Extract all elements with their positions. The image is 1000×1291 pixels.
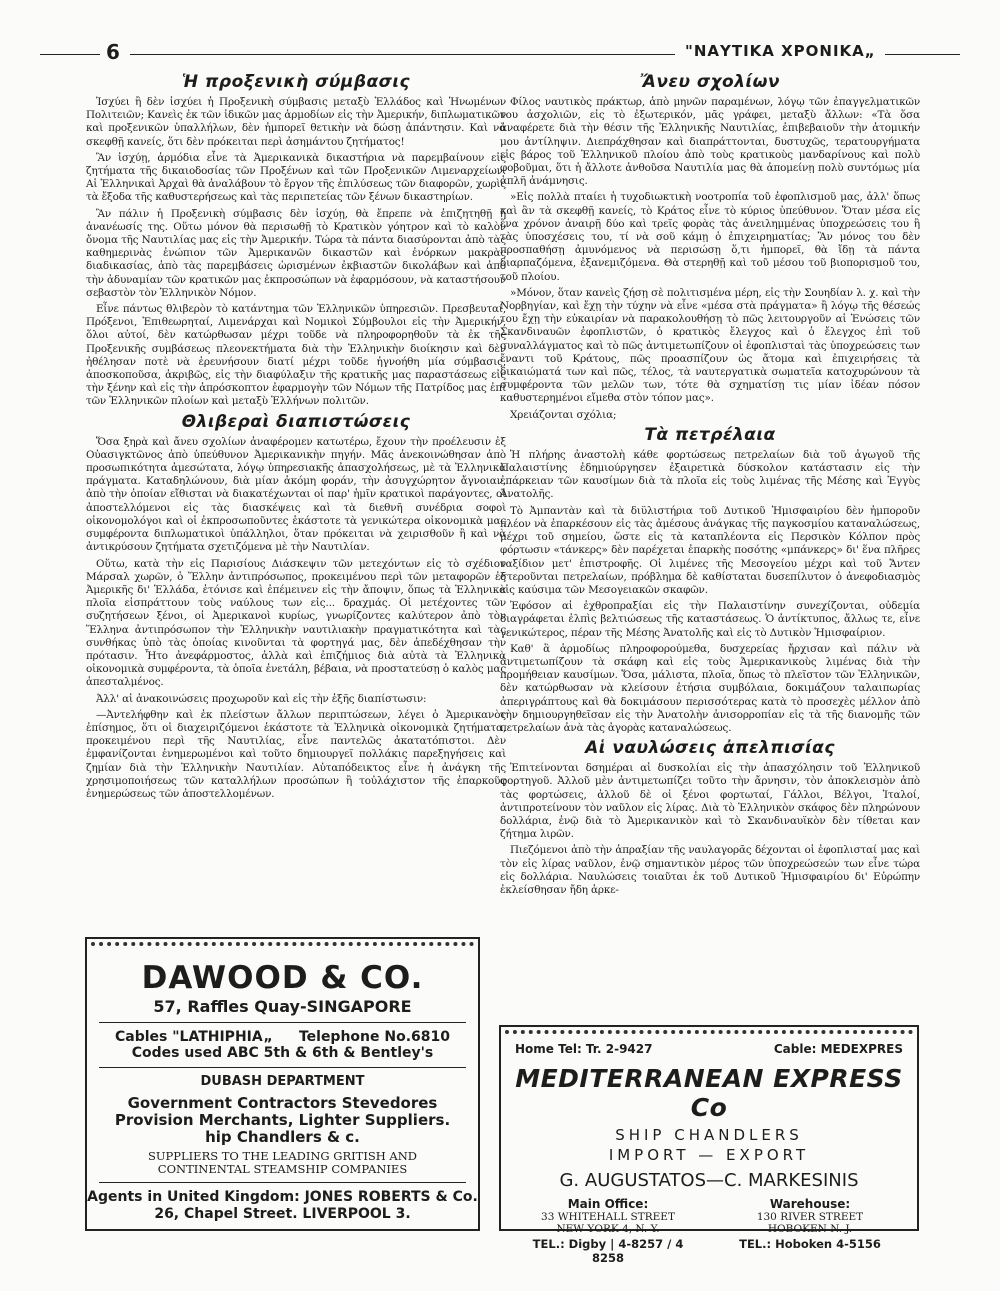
main-office-tel: TEL.: Digby | 4-8257 / 4 8258 bbox=[532, 1237, 684, 1265]
paragraph: Ἐπιτείνονται δσημέραι αἱ δυσκολίαι εἰς τὴν ἀπασχόλησιν τοῦ Ἑλληνικοῦ φορτηγοῦ. Ἀλλοῦ μὲν ἀντιμετωπίζει τοῦτο τὴν ἄρνησιν, τὸν ἀποκλεισμὸν ἀπὸ τὰς φορτώσεις, ἀλλοῦ δὲ οἱ ξένοι φορτωταί, Γάλλοι, Βέλγοι, Ἰταλοί, ἀντιπροτείνουν τὸν ναῦλον εἰς λίρας. Διὰ τὸ Ἑλληνικὸν σκάφος δὲν πληρώνουν δολλάρια, ἐνῷ διὰ τὸ Ἀμερικανικὸν καὶ τὸ Σκανδιναυϊκὸν δὲν τίθεται καν ζήτημα λιρῶν. bbox=[500, 762, 920, 841]
mediterranean-import: IMPORT — EXPORT bbox=[608, 1146, 810, 1164]
paragraph: Τὸ Ἀμπαντὰν καὶ τὰ διϋλιστήρια τοῦ Δυτικοῦ Ἡμισφαιρίου δὲν ἠμποροῦν πλέον νὰ ἐπαρκέσουν εἰς τὰς ἀμέσους ἀνάγκας τῆς παγκοσμίου καταναλώσεως, μέχρι τοῦ σημείου, ὥστε εἰς τὰ καταπλέοντα εἰς Περσικὸν Κόλπον πρὸς φόρτωσιν «τάνκερς» δὲν παρέχεται ἐπαρκὴς ποσότης «μπάνκερς» δι' ἕνα πλῆρες ταξίδιον μετ' ἐπιστροφῆς. Οἱ λιμένες τῆς Μεσογείου μέχρι καὶ τοῦ Ἄντεν στεροῦνται πετρελαίων, πρόβλημα δὲ καθίσταται δυσεπίλυτον ὁ ἀνεφοδιασμὸς εἰς καύσιμα τῶν Μεσογειακῶν σκαφῶν. bbox=[500, 504, 920, 596]
main-office-street: 33 WHITEHALL STREET bbox=[541, 1211, 675, 1223]
paragraph: Ἀλλ' αἱ ἀνακοινώσεις προχωροῦν καὶ εἰς τὴν ἑξῆς διαπίστωσιν: bbox=[96, 692, 427, 705]
divider bbox=[99, 1067, 466, 1068]
paragraph: »Μόνον, ὅταν κανεὶς ζήσῃ σὲ πολιτισμένα μέρη, εἰς τὴν Σουηδίαν λ. χ. καὶ τὴν Νορβηγίαν, καὶ ἔχῃ τὴν τύχην νὰ εἶνε «μέσα στὰ πράγματα» ἢ λόγῳ τῆς θέσεώς του ἔχῃ τὴν εὐκαιρίαν νὰ παρακολουθήσῃ τὸ πῶς λειτουργοῦν αἱ Ἑνώσεις τῶν Σκανδιναυῶν ἐφοπλιστῶν, ὁ κρατικὸς ἔλεγχος καὶ ὁ ἔλεγχος ἐπὶ τοῦ συναλλάγματος καὶ τὸ πῶς ἀντιμετωπίζουν οἱ ἐφοπλισταὶ τὰς ὑποχρεώσεις των ἔναντι τοῦ Κράτους, πῶς προασπίζουν ὡς ἄτομα καὶ ἐπιχειρήσεις τὰ δικαιώματά των καὶ πῶς, τέλος, τὰ ναυτεργατικὰ σωματεῖα κατοχυρώνουν τὰ συμφέροντα τῶν μελῶν των, τότε θὰ σχηματίσῃ τις μίαν ἰδέαν πόσον καθυστερημένοι εἴμεθα στὸν τόπον μας». bbox=[500, 286, 920, 405]
warehouse-tel: TEL.: Hoboken 4-5156 bbox=[739, 1237, 881, 1251]
paragraph: —Ἀντελήφθην καὶ ἐκ πλείστων ἄλλων περιπτώσεων, λέγει ὁ Ἀμερικανὸς ἐπίσημος, ὅτι οἱ διαχειριζόμενοι ἑκάστοτε τὰ Ἑλληνικὰ οἰκονομικὰ ζητήματα, προκειμένου περὶ τῆς Ναυτιλίας, εἶνε παντελῶς ἀκατατόπιστοι. Δὲν ἐμφανίζονται ἐνημερωμένοι καὶ τοῦτο δημιουργεῖ πολλάκις παρεξηγήσεις καὶ ζημίαν διὰ τὴν Ἑλληνικὴν Ναυτιλίαν. Αὐταπόδεικτος εἶνε ἡ ἀνάγκη τῆς χρησιμοποιήσεως τῶν καταλλήλων προσώπων ἢ τοὐλάχιστον τῆς ἐπαρκοῦς ἐνημερώσεως τῶν ἀποστελλομένων. bbox=[86, 708, 506, 800]
paragraph: Πιεζόμενοι ἀπὸ τὴν ἀπραξίαν τῆς ναυλαγορᾶς δέχονται οἱ ἐφοπλισταί μας καὶ τὸν εἰς λίρας ναῦλον, ἐνῷ σημαντικὸν μέρος τῶν ὑποχρεώσεών των εἶνε τώρα εἰς δολλάρια. Ναυλώσεις τοιαῦται ἐκ τοῦ Δυτικοῦ Ἡμισφαιρίου δι' Εὐρώπην ἐκλείσθησαν ἤδη ἀρκε- bbox=[500, 844, 920, 896]
agents-line: 26, Chapel Street. LIVERPOOL 3. bbox=[154, 1206, 411, 1222]
divider bbox=[99, 1022, 466, 1023]
dotted-border bbox=[505, 1030, 913, 1040]
paragraph: »Εἰς πολλὰ πταίει ἡ τυχοδιωκτικὴ νοοτροπία τοῦ ἐφοπλισμοῦ μας, ἀλλ' ὅπως καὶ ἂν τὰ σκεφθῇ κανείς, τὸ Κράτος εἶνε τὸ κύριος ὑπεύθυνον. Ὅταν μέσα εἰς ἕνα χρόνον ἀναιρῇ δύο καὶ τρεῖς φορὰς τὰς ἀνειλημμένας ὑποχρεώσεις του ἢ τὰς ὑποσχέσεις του, τί νὰ σοῦ κάμῃ ὁ ἐπιχειρηματίας; Ἂν μόνος του δὲν προσπαθήσῃ ἀμυνόμενος νὰ περισώσῃ ὅ,τι ἠμπορεῖ, θὰ ἴδῃ τὰ πάντα διαρπαζόμενα, ἐξανεμιζόμενα. Θὰ στερηθῇ καὶ τοῦ μέσου τοῦ βιοπορισμοῦ του, τοῦ πλοίου. bbox=[500, 191, 920, 283]
dawood-cables: Cables "LATHIPHIA„ bbox=[115, 1029, 273, 1045]
paragraph: Οὕτω, κατὰ τὴν εἰς Παρισίους Διάσκεψιν τῶν μετεχόντων εἰς τὸ σχέδιον Μάρσαλ χωρῶν, ὁ Ἕλλην ἀντιπρόσωπος, προκειμένου περὶ τῶν μεταφορῶν ἐξ Ἀμερικῆς δι' Ἑλλάδα, ἐτόνισε καὶ ἐπέμεινεν εἰς τὴν ἄποψιν, ὅπως τὰ Ἑλληνικὰ πλοῖα εἰσπράττουν τοὺς ναύλους των εἰς... δραχμάς. Οἱ μετέχοντες τῶν συζητήσεων ξένοι, οἱ Ἀμερικανοὶ κυρίως, γνωρίζοντες καλύτερον ἀπὸ τὸν Ἕλληνα ἀντιπρόσωπον τὴν Ἑλληνικὴν ναυτιλιακὴν πραγματικότητα καὶ τὰς συνθήκας ὑπὸ τὰς ὁποίας κινοῦνται τὰ φορτηγά μας, δὲν ἀπεδέχθησαν τὴν πρότασιν. Ἦτο ἀνεφάρμοστος, ἀλλὰ καὶ ἐπιζήμιος διὰ αὐτὰ τὰ Ἑλληνικὰ οἰκονομικὰ συμφέροντα, τὰ ὁποῖα ἐνετάλη, βέβαια, νὰ προστατεύσῃ ὁ καλὸς μας ἀπεσταλμένος. bbox=[86, 557, 506, 689]
mediterranean-advertisement bbox=[499, 1025, 919, 1265]
header-rule-left bbox=[40, 54, 100, 55]
paragraph: Φίλος ναυτικὸς πράκτωρ, ἀπὸ μηνῶν παραμένων, λόγῳ τῶν ἐπαγγελματικῶν του ἀσχολιῶν, εἰς τὸ ἐξωτερικόν, μᾶς γράφει, μεταξὺ ἄλλων: «Τὰ ὅσα ἀναφέρετε διὰ τὴν θέσιν τῆς Ἑλληνικῆς Ναυτιλίας, ἐπιβεβαιοῦν τὴν ἀτομικήν μου ἀντίληψιν. Διεπράχθησαν καὶ διαπράττονται, δυστυχῶς, τερατουργήματα εἰς βάρος τοῦ Ἑλληνικοῦ πλοίου ἀπὸ τοὺς κρατικοὺς μανδαρίνους καὶ πολὺ φοβοῦμαι, ὅτι ἡ ἄλλοτε ἀνθοῦσα Ναυτιλία μας θὰ ἀπομείνῃ πολὺ συντόμως μία ἁπλῆ ἀνάμνησις. bbox=[500, 96, 920, 188]
paragraph: Ὅσα ξηρὰ καὶ ἄνευ σχολίων ἀναφέρομεν κατωτέρω, ἔχουν τὴν προέλευσιν ἐξ Οὐασιγκτῶνος ἀπὸ ὑπεύθυνον Ἀμερικανικὴν πηγήν. Μᾶς ἀνεκοινώθησαν ἀπὸ προσωπικότητα ἀμεσώτατα, λόγῳ ὑπηρεσιακῆς ἀπασχολήσεως, μὲ τὰ Ἑλληνικὰ πράγματα. Καταδηλώνουν, διὰ μίαν ἀκόμη φοράν, τὴν ἀσυγχώρητον ἄγνοιαν, ἀπὸ τὴν ὁποίαν εἴθισται νὰ διακατέχωνται οἱ παρ' ἡμῖν κρατικοὶ παράγοντες, οἱ ἀποστελλόμενοι εἰς τὰς διασκέψεις καὶ τὰ διεθνῆ συνέδρια σοφοὶ οἰκονομολόγοι καὶ οἱ ἐκπροσωποῦντες ἑκάστοτε τὰ γενικώτερα οἰκονομικὰ μας συμφέροντα διπλωματικοὶ ὑπάλληλοι, ὅταν πρόκειται νὰ χειρισθοῦν ἢ καὶ νὰ ἀντικρύσουν ζητήματα σχετιζόμενα μὲ τὴν Ναυτιλίαν. bbox=[86, 435, 506, 554]
mediterranean-contact-row bbox=[501, 1042, 917, 1056]
dotted-border bbox=[91, 942, 474, 954]
article-heading-no-comment: Ἄνευ σχολίων bbox=[640, 72, 780, 92]
suppliers-line: SUPPLIERS TO THE LEADING GRITISH AND bbox=[147, 1149, 418, 1163]
article-heading-oil: Τὰ πετρέλαια bbox=[644, 424, 776, 445]
mediterranean-owners: G. AUGUSTATOS—C. MARKESINIS bbox=[559, 1170, 859, 1191]
warehouse-street: 130 RIVER STREET bbox=[756, 1211, 864, 1223]
warehouse-label: Warehouse: bbox=[769, 1197, 851, 1211]
page-number: 6 bbox=[106, 40, 120, 64]
header-rule-right bbox=[885, 54, 960, 55]
main-office-label: Main Office: bbox=[567, 1197, 649, 1211]
article-heading-charters: Αἱ ναυλώσεις ἀπελπισίας bbox=[585, 738, 835, 759]
header-rule-middle bbox=[130, 54, 675, 55]
mediterranean-home-tel: Home Tel: Tr. 2-9427 bbox=[515, 1042, 653, 1056]
dawood-suppliers bbox=[87, 1150, 478, 1176]
mediterranean-offices bbox=[501, 1197, 917, 1265]
right-column bbox=[500, 72, 920, 900]
warehouse-city: HOBOKEN N. J. bbox=[767, 1223, 853, 1235]
agents-line: Agents in United Kingdom: JONES ROBERTS & Co. bbox=[87, 1189, 478, 1205]
paragraph: Εἶνε πάντως θλιβερὸν τὸ κατάντημα τῶν Ἑλληνικῶν ὑπηρεσιῶν. Πρεσβευταί, Πρόξενοι, Ἐπιθεωρηταί, Λιμενάρχαι καὶ Νομικοὶ Σύμβουλοι εἰς τὴν Ἀμερικήν, ὅλοι αὐτοί, δὲν κατώρθωσαν μέχρι τοῦδε νὰ πληροφορηθοῦν τὰ ἐκ τῆς Προξενικῆς συμβάσεως πλεονεκτήματα διὰ τὴν Ἑλληνικὴν διοίκησιν καὶ δὲν ἠθέλησαν ποτὲ νὰ ἐρευνήσουν διατί μέχρι τοῦδε ἠγνοήθη μία σύμβασις, ἀποσκοποῦσα, ἀκριβῶς, εἰς τὴν διαφύλαξιν τῆς κρατικῆς μας παραστάσεως εἰς τὴν ξένην καὶ εἰς τὴν ἀπρόσκοπτον ἐφαρμογὴν τῶν Νόμων τῆς Πατρίδος μας ἐπὶ τῶν Ἑλληνικῶν πλοίων καὶ μεταξὺ Ἑλλήνων πολιτῶν. bbox=[86, 303, 506, 408]
paragraph: Ἡ πλήρης ἀναστολὴ κάθε φορτώσεως πετρελαίων διὰ τοῦ ἀγωγοῦ τῆς Παλαιστίνης ἐδημιούργησεν ἐξαιρετικὰ δύσκολον κατάστασιν εἰς τὴν ἐπάρκειαν τῶν καυσίμων διὰ τὰ πλοῖα εἰς τοὺς λιμένας τῆς Μέσης καὶ Ἐγγὺς Ἀνατολῆς. bbox=[500, 448, 920, 501]
dawood-name: DAWOOD & CO. bbox=[141, 960, 424, 996]
mediterranean-cable: Cable: MEDEXPRES bbox=[773, 1042, 903, 1056]
main-office-city: NEW YORK 4, N. Y. bbox=[556, 1223, 660, 1235]
warehouse bbox=[725, 1197, 895, 1265]
paragraph: Ἐφόσον αἱ ἐχθροπραξίαι εἰς τὴν Παλαιστίνην συνεχίζονται, οὐδεμία διαγράφεται ἐλπὶς βελτιώσεως τῆς καταστάσεως. Ὁ ἀντίκτυπος, ἄλλως τε, εἶνε γενικώτερος, πέραν τῆς Μέσης Ἀνατολῆς καὶ εἰς τὸ Δυτικὸν Ἡμισφαίριον. bbox=[500, 600, 920, 639]
dawood-codes: Codes used ABC 5th & 6th & Bentley's bbox=[131, 1045, 434, 1061]
paragraph: Ἂν πάλιν ἡ Προξενικὴ σύμβασις δὲν ἰσχύῃ, θὰ ἔπρεπε νὰ ἐπιζητηθῇ ἡ ἀνανέωσίς της. Οὕτω μόνον θὰ περισωθῇ τὸ Κρατικὸν γόητρον καὶ τὸ καλὸν ὄνομα τῆς Ναυτιλίας μας εἰς τὴν Ἀμερικήν. Τώρα τὰ πάντα διασύρονται ἀπὸ τὰς καθημερινὰς ἐνώπιον τῶν Ἀμερικανῶν δικαστῶν καὶ ἐνόρκων μακρὰς διαδικασίας, ἀπὸ τὰς παρεμβάσεις ὡρισμένων ἐκβιαστῶν δικολάβων καὶ ἀπὸ τὴν ἀδυναμίαν τῶν κρατικῶν μας ἐκπροσώπων νὰ ἐφαρμόσουν, νὰ καταστήσουν σεβαστὸν τὸν Ἑλληνικὸν Νόμον. bbox=[86, 207, 507, 299]
paragraph: Ἂν ἰσχύῃ, ἁρμόδια εἶνε τὰ Ἀμερικανικὰ δικαστήρια νὰ παρεμβαίνουν εἰς ζητήματα τῆς δικαιοδοσίας τῶν Προξένων καὶ τῶν Προξενικῶν Λιμεναρχείων. Αἱ Ἑλληνικαὶ Ἀρχαὶ θὰ ἀναλάβουν τὸ ἔργον τῆς ἐπιλύσεως τῶν διαφορῶν, χωρὶς τὰ ἔξοδα τῆς καθυστερήσεως καὶ τὰς περιπετείας τῶν ξένων δικαστηρίων. bbox=[86, 151, 506, 204]
dawood-department: DUBASH DEPARTMENT bbox=[200, 1074, 365, 1089]
page-header bbox=[40, 40, 960, 68]
paragraph: Καθ' ἃ ἁρμοδίως πληροφορούμεθα, δυσχερείας ἤρχισαν καὶ πάλιν νὰ ἀντιμετωπίζουν τὰ σκάφη καὶ εἰς τοὺς Ἀμερικανικοὺς λιμένας διὰ τὴν προμήθειαν καυσίμων. Ὅσα, μάλιστα, πλοῖα, ὅπως τὸ πλεῖστον τῶν Ἑλληνικῶν, δὲν κατώρθωσαν νὰ κλείσουν ἐτήσια συμβόλαια, δοκιμάζουν ταλαιπωρίας ἀπεριγράπτους καὶ θὰ δοκιμάσουν περισσότερας κατὰ τὸ προσεχὲς μέλλον ἀπὸ τὴν δημιουργηθεῖσαν εἰς τὴν Ἀνατολὴν ἀνισορροπίαν εἰς τὰ τῆς διανομῆς τῶν πετρελαίων ἀνὰ τὰς ἀγορὰς καταναλώσεως. bbox=[500, 642, 920, 734]
paragraph: Χρειάζονται σχόλια; bbox=[510, 408, 617, 421]
main-office bbox=[523, 1197, 693, 1265]
divider bbox=[99, 1182, 466, 1183]
suppliers-line: CONTINENTAL STEAMSHIP COMPANIES bbox=[157, 1162, 408, 1176]
mediterranean-ship: SHIP CHANDLERS bbox=[615, 1126, 803, 1144]
dawood-services bbox=[87, 1095, 478, 1146]
dawood-contact-row bbox=[87, 1029, 478, 1045]
left-column bbox=[86, 72, 506, 804]
dawood-telephone: Telephone No.6810 bbox=[298, 1029, 450, 1045]
dawood-service-line: Provision Merchants, Lighter Suppliers. bbox=[114, 1111, 451, 1129]
article-heading-consular: Ἡ προξενικὴ σύμβασις bbox=[181, 72, 411, 92]
dawood-advertisement bbox=[85, 937, 480, 1231]
dawood-service-line: hip Chandlers & c. bbox=[205, 1128, 360, 1146]
mediterranean-name: MEDITERRANEAN EXPRESS Co bbox=[515, 1064, 903, 1122]
dawood-address: 57, Raffles Quay-SINGAPORE bbox=[153, 997, 412, 1016]
paragraph: Ἰσχύει ἢ δὲν ἰσχύει ἡ Προξενικὴ σύμβασις μεταξὺ Ἑλλάδος καὶ Ἡνωμένων Πολιτειῶν; Κανεὶς ἐκ τῶν ἰδικῶν μας ἁρμοδίων εἰς τὴν Ἀμερικήν, διπλωματικῶν καὶ προξενικῶν ὑπαλλήλων, δὲν ἠμπορεῖ θετικὴν νὰ δώσῃ ἀπάντησιν. Καὶ νὰ σκεφθῇ κανείς, ὅτι δὲν πρόκειται περὶ ἀσημάντου ζητήματος! bbox=[86, 96, 506, 148]
dawood-service-line: Government Contractors Stevedores bbox=[127, 1094, 438, 1112]
publication-title: "ΝΑΥΤΙΚΑ ΧΡΟΝΙΚΑ„ bbox=[685, 42, 876, 60]
dawood-agents bbox=[87, 1189, 478, 1223]
article-heading-findings: Θλιβεραὶ διαπιστώσεις bbox=[181, 411, 411, 432]
